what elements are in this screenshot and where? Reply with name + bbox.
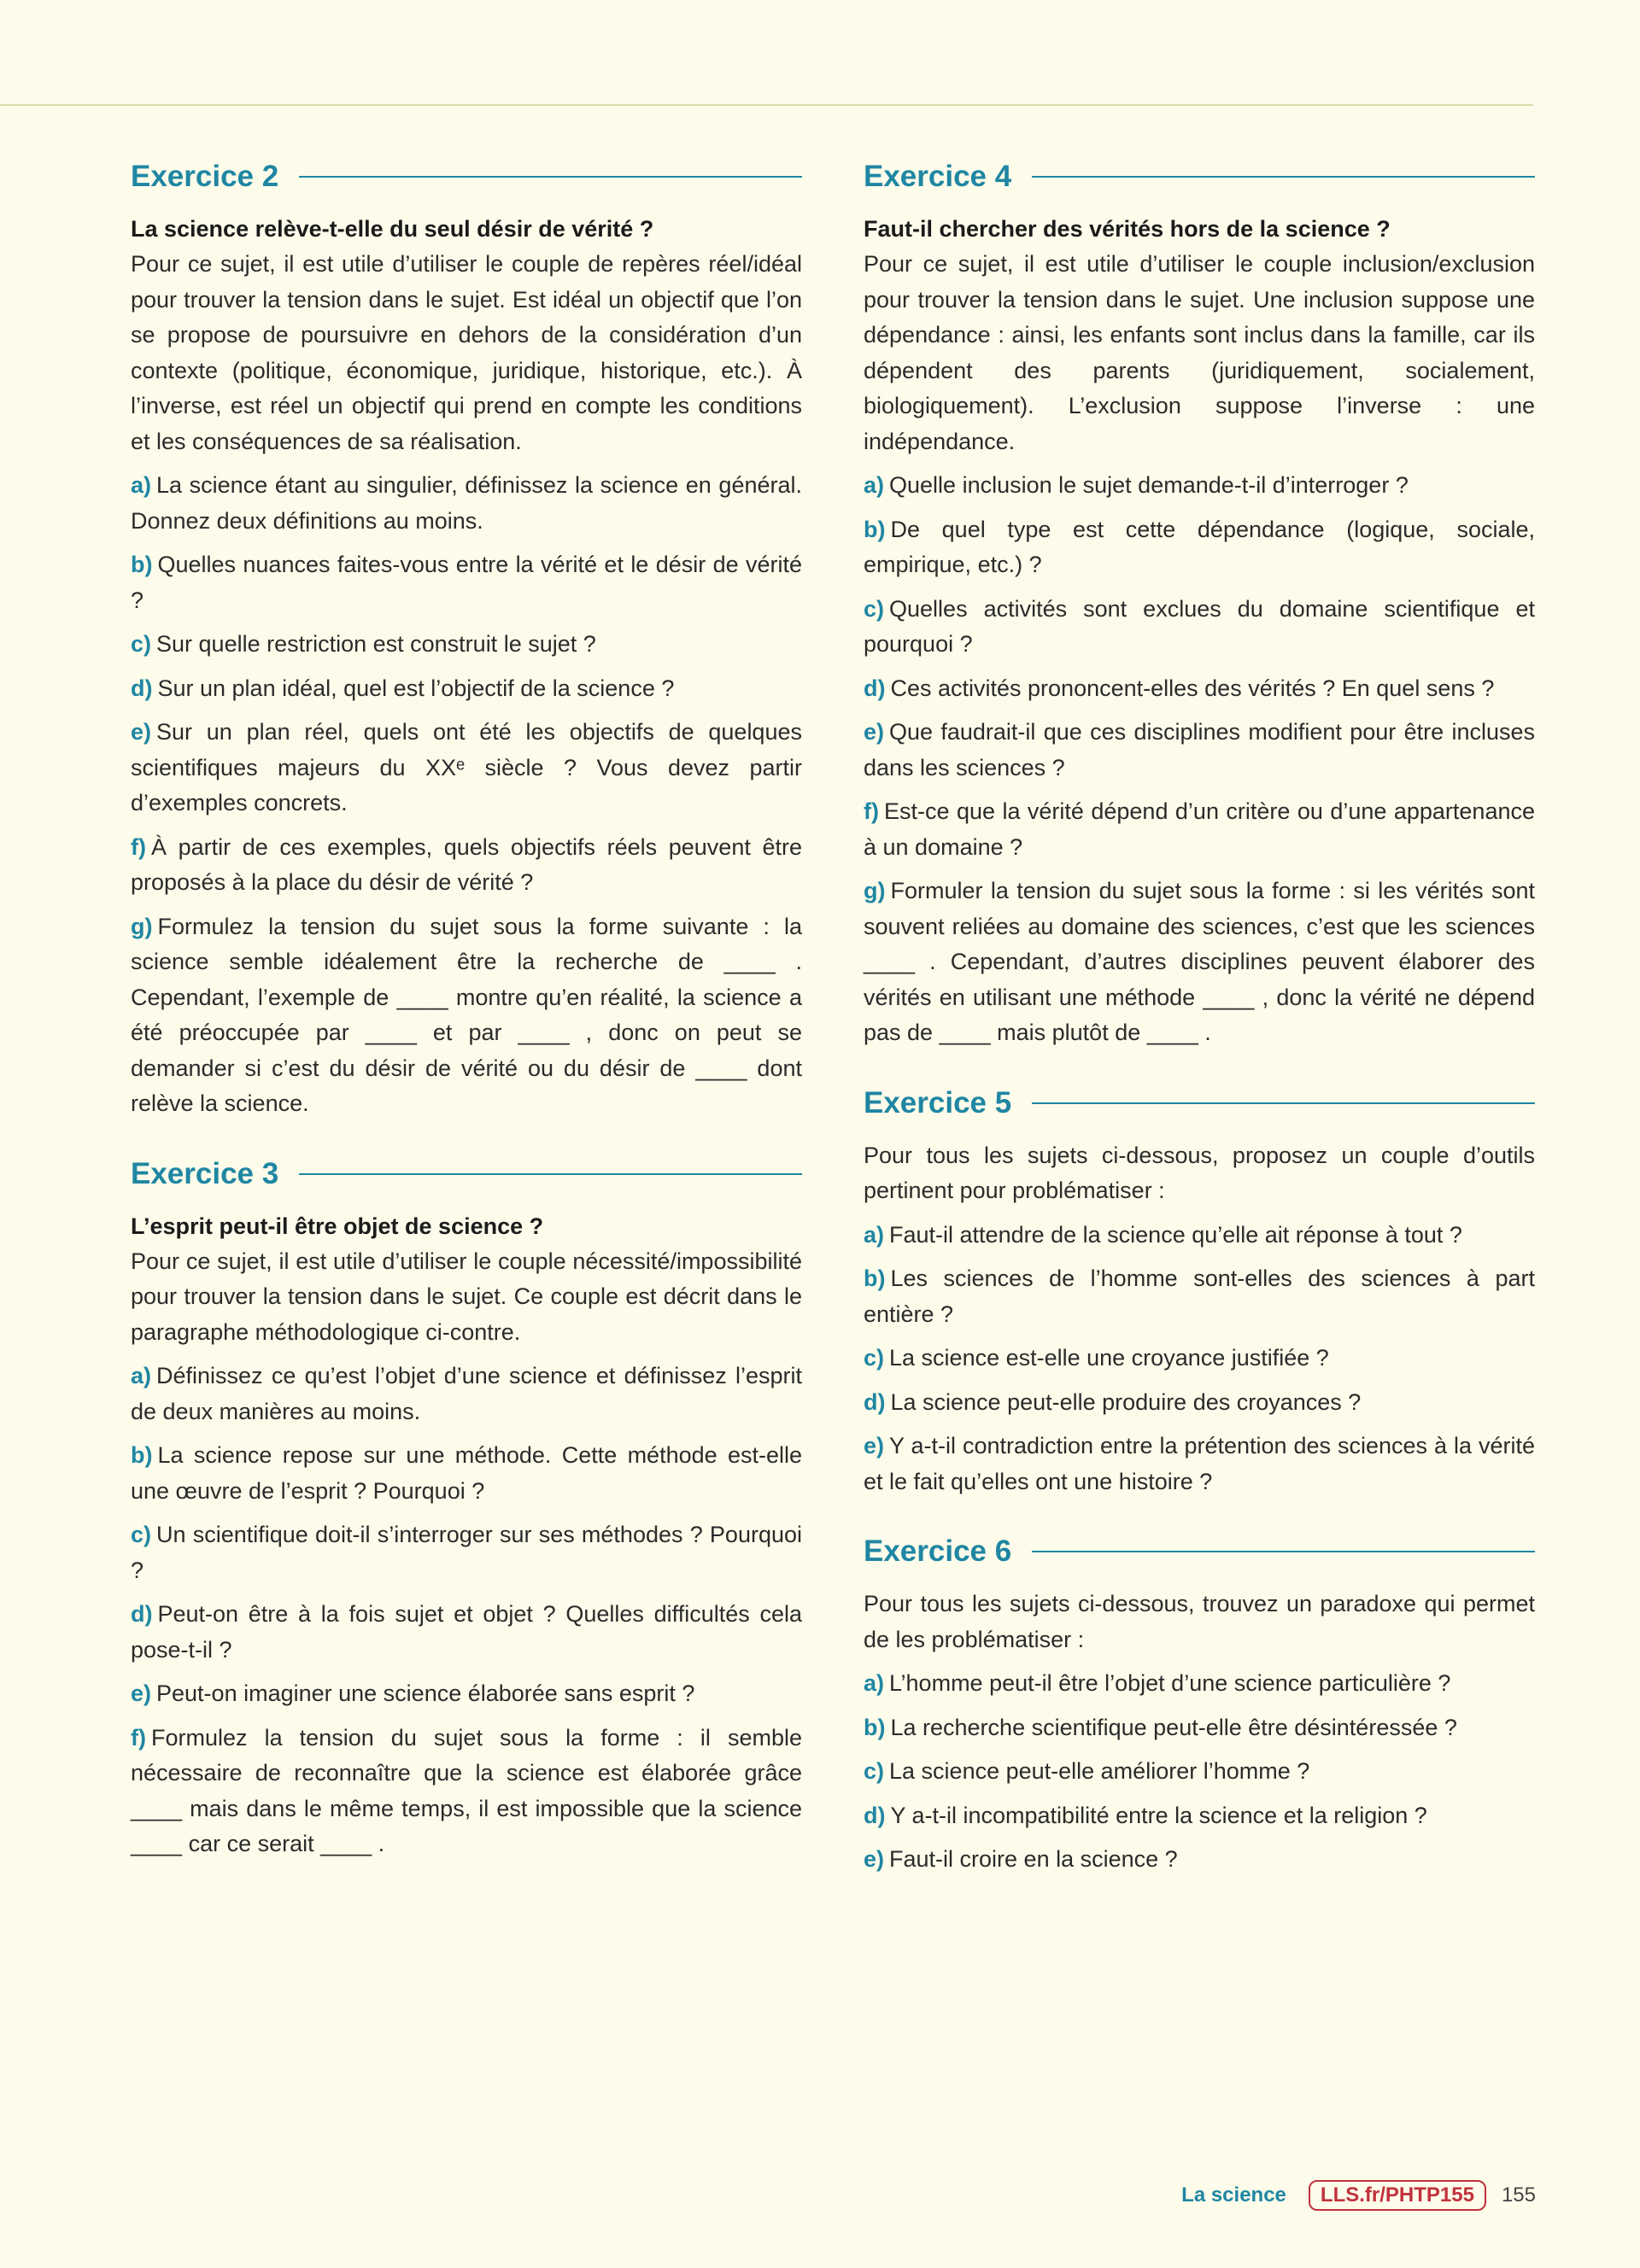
question-text: Les sciences de l’homme sont-elles des sciences à part entière ? bbox=[864, 1266, 1535, 1327]
question-text: Sur un plan idéal, quel est l’objectif de la science ? bbox=[157, 675, 675, 701]
exercise-subject: Faut-il chercher des vérités hors de la science ? bbox=[864, 216, 1391, 242]
question-letter: e) bbox=[131, 1681, 152, 1706]
question-text: Sur quelle restriction est construit le sujet ? bbox=[156, 631, 596, 657]
header-rule bbox=[1032, 1551, 1535, 1552]
question-letter: e) bbox=[864, 1846, 885, 1872]
question-letter: b) bbox=[864, 1266, 886, 1291]
exercise-header bbox=[864, 1530, 1535, 1573]
question-letter: a) bbox=[864, 1670, 885, 1696]
question-letter: g) bbox=[131, 913, 153, 939]
question bbox=[131, 671, 802, 707]
question-text: Quelles nuances faites-vous entre la vérité et le désir de vérité ? bbox=[131, 552, 802, 613]
question-letter: d) bbox=[864, 675, 886, 701]
question bbox=[131, 830, 802, 901]
question bbox=[131, 909, 802, 1122]
question-letter: f) bbox=[131, 1724, 146, 1751]
question-text: À partir de ces exemples, quels objectifs réels peuvent être proposés à la place du désir de vérité ? bbox=[131, 833, 802, 895]
question-text: De quel type est cette dépendance (logique, sociale, empirique, etc.) ? bbox=[864, 516, 1535, 577]
question-text: La science peut-elle produire des croyances ? bbox=[890, 1388, 1362, 1415]
question-letter: b) bbox=[864, 516, 886, 542]
question-letter: f) bbox=[131, 833, 146, 860]
exercise-title: Exercice 4 bbox=[864, 160, 1012, 193]
question bbox=[864, 1710, 1535, 1746]
header-rule bbox=[1032, 176, 1535, 178]
question bbox=[864, 1666, 1535, 1702]
question bbox=[864, 794, 1535, 865]
question-letter: a) bbox=[864, 472, 885, 498]
question-letter: e) bbox=[864, 719, 885, 745]
question bbox=[864, 592, 1535, 663]
question-text: La recherche scientifique peut-elle être désintéressée ? bbox=[890, 1714, 1457, 1740]
exercise-intro: Pour ce sujet, il est utile d’utiliser le couple de repères réel/idéal pour trouver la tension dans le sujet. Est idéal un objectif que l’on se propose de poursuivre en dehors de la considération d’un contexte (politique, économique, juridique, historique, etc.). À l’inverse, est réel un objectif qui prend en compte les conditions et les conséquences de sa réalisation. bbox=[131, 251, 802, 454]
question bbox=[131, 715, 802, 821]
exercise-subject: L’esprit peut-il être objet de science ? bbox=[131, 1213, 544, 1239]
question-text: Ces activités prononcent-elles des vérités ? En quel sens ? bbox=[890, 675, 1495, 701]
exercise-header bbox=[864, 155, 1535, 198]
question-letter: g) bbox=[864, 878, 886, 903]
question-letter: c) bbox=[864, 595, 885, 622]
question bbox=[864, 671, 1535, 707]
question bbox=[864, 1842, 1535, 1878]
question-letter: a) bbox=[131, 472, 152, 498]
question bbox=[864, 874, 1535, 1051]
left-column bbox=[131, 155, 802, 1893]
exercise-header bbox=[131, 1153, 802, 1195]
question-letter: c) bbox=[131, 1522, 152, 1547]
exercise-5 bbox=[864, 1082, 1535, 1500]
question bbox=[864, 468, 1535, 504]
question-text: La science étant au singulier, définissez la science en général. Donnez deux définitions au moins. bbox=[131, 472, 802, 534]
header-rule bbox=[299, 1173, 802, 1175]
question-letter: e) bbox=[131, 719, 152, 745]
question-text: Est-ce que la vérité dépend d’un critère ou d’une appartenance à un domaine ? bbox=[864, 798, 1535, 860]
question bbox=[864, 1798, 1535, 1834]
question bbox=[131, 627, 802, 663]
question bbox=[864, 512, 1535, 583]
question bbox=[864, 715, 1535, 786]
question-letter: a) bbox=[131, 1363, 152, 1388]
question-letter: e) bbox=[864, 1433, 885, 1458]
exercise-intro: Pour tous les sujets ci-dessous, proposez un couple d’outils pertinent pour problématiser : bbox=[864, 1142, 1535, 1203]
question-text: Peut-on être à la fois sujet et objet ? Quelles difficultés cela pose-t-il ? bbox=[131, 1601, 802, 1663]
question-text: Formulez la tension du sujet sous la forme : il semble nécessaire de reconnaître que la science est élaborée grâce ____ mais dans le même temps, il est impossible que la science ____ car ce serait ____ . bbox=[131, 1724, 802, 1856]
question-text: L’homme peut-il être l’objet d’une science particulière ? bbox=[889, 1670, 1451, 1696]
question-text: Un scientifique doit-il s’interroger sur ses méthodes ? Pourquoi ? bbox=[131, 1522, 802, 1583]
question-text: Faut-il attendre de la science qu’elle ait réponse à tout ? bbox=[889, 1221, 1462, 1248]
question-letter: a) bbox=[864, 1221, 885, 1248]
question bbox=[131, 547, 802, 618]
exercise-title: Exercice 3 bbox=[131, 1156, 279, 1190]
header-rule bbox=[299, 176, 802, 178]
exercise-title: Exercice 5 bbox=[864, 1085, 1012, 1119]
exercise-2 bbox=[131, 155, 802, 1122]
question-letter: b) bbox=[131, 1442, 153, 1468]
question-letter: c) bbox=[131, 631, 152, 657]
exercise-intro: Pour tous les sujets ci-dessous, trouvez un paradoxe qui permet de les problématiser : bbox=[864, 1591, 1535, 1652]
question bbox=[131, 1517, 802, 1588]
question bbox=[131, 1438, 802, 1509]
question bbox=[131, 1597, 802, 1668]
top-rule bbox=[0, 104, 1533, 106]
question-text: La science repose sur une méthode. Cette méthode est-elle une œuvre de l’esprit ? Pourquoi ? bbox=[131, 1442, 802, 1504]
lls-link[interactable]: LLS.fr/PHTP155 bbox=[1309, 2180, 1486, 2211]
header-rule bbox=[1032, 1102, 1535, 1104]
question-text: Quelle inclusion le sujet demande-t-il d’interroger ? bbox=[889, 472, 1409, 498]
question-text: Y a-t-il contradiction entre la prétention des sciences à la vérité et le fait qu’elles ont une histoire ? bbox=[864, 1433, 1535, 1494]
exercise-3 bbox=[131, 1153, 802, 1862]
question bbox=[131, 1676, 802, 1712]
question bbox=[864, 1429, 1535, 1499]
question-letter: d) bbox=[131, 675, 153, 701]
exercise-subject: La science relève-t-elle du seul désir de vérité ? bbox=[131, 216, 654, 242]
question bbox=[864, 1754, 1535, 1790]
question-text: Faut-il croire en la science ? bbox=[889, 1846, 1178, 1872]
question-letter: b) bbox=[864, 1714, 886, 1740]
question-text: Y a-t-il incompatibilité entre la science et la religion ? bbox=[890, 1802, 1427, 1828]
right-column bbox=[864, 155, 1535, 1909]
question-text: Que faudrait-il que ces disciplines modifient pour être incluses dans les sciences ? bbox=[864, 719, 1535, 780]
question-letter: b) bbox=[131, 552, 153, 577]
exercise-intro: Pour ce sujet, il est utile d’utiliser le couple inclusion/exclusion pour trouver la tension dans le sujet. Une inclusion suppose une dépendance : ainsi, les enfants sont inclus dans la famille, car ils dépendent des parents (juridiquement, socialement, biologiquement). L’exclusion suppose l’inverse : une indépendance. bbox=[864, 251, 1535, 454]
exercise-title: Exercice 6 bbox=[864, 1534, 1012, 1568]
question-letter: c) bbox=[864, 1345, 885, 1371]
question bbox=[864, 1218, 1535, 1254]
question-letter: f) bbox=[864, 798, 879, 824]
question bbox=[864, 1261, 1535, 1332]
question bbox=[864, 1341, 1535, 1377]
question-text: Peut-on imaginer une science élaborée sans esprit ? bbox=[156, 1681, 695, 1706]
question bbox=[131, 1359, 802, 1429]
exercise-header bbox=[131, 155, 802, 198]
question bbox=[864, 1385, 1535, 1421]
question bbox=[131, 468, 802, 539]
question bbox=[131, 1721, 802, 1862]
question-text: Sur un plan réel, quels ont été les objectifs de quelques scientifiques majeurs du XXᵉ siècle ? Vous devez partir d’exemples concrets. bbox=[131, 719, 802, 815]
question-text: Formulez la tension du sujet sous la forme suivante : la science semble idéalement être la recherche de ____ . Cependant, l’exemple de ____ montre qu’en réalité, la science a été préoccupée par ____ et par ____ , donc on peut se demander si c’est du désir de vérité ou du désir de ____ dont relève la science. bbox=[131, 913, 802, 1116]
exercise-title: Exercice 2 bbox=[131, 160, 279, 193]
question-text: La science est-elle une croyance justifiée ? bbox=[889, 1345, 1329, 1371]
question-letter: d) bbox=[131, 1601, 153, 1627]
question-text: Quelles activités sont exclues du domaine scientifique et pourquoi ? bbox=[864, 595, 1535, 657]
question-letter: c) bbox=[864, 1758, 885, 1784]
question-text: Formuler la tension du sujet sous la forme : si les vérités sont souvent reliées au domaine des sciences, c’est que les sciences ____ . Cependant, d’autres disciplines peuvent élaborer des vérités en utilisant une méthode ____ , donc la vérité ne dépend pas de ____ mais plutôt de ____ . bbox=[864, 878, 1535, 1045]
question-letter: d) bbox=[864, 1388, 886, 1415]
exercise-intro: Pour ce sujet, il est utile d’utiliser le couple nécessité/impossibilité pour trouver la tension dans le sujet. Ce couple est décrit dans le paragraphe méthodologique ci-contre. bbox=[131, 1248, 802, 1345]
exercise-header bbox=[864, 1082, 1535, 1125]
chapter-title: La science bbox=[1181, 2183, 1286, 2207]
question-letter: d) bbox=[864, 1802, 886, 1828]
question-text: Définissez ce qu’est l’objet d’une science et définissez l’esprit de deux manières au moins. bbox=[131, 1363, 802, 1424]
question-text: La science peut-elle améliorer l’homme ? bbox=[889, 1758, 1310, 1784]
page-number: 155 bbox=[1501, 2183, 1536, 2207]
page-footer bbox=[1181, 2180, 1536, 2211]
exercise-4 bbox=[864, 155, 1535, 1051]
exercise-6 bbox=[864, 1530, 1535, 1878]
